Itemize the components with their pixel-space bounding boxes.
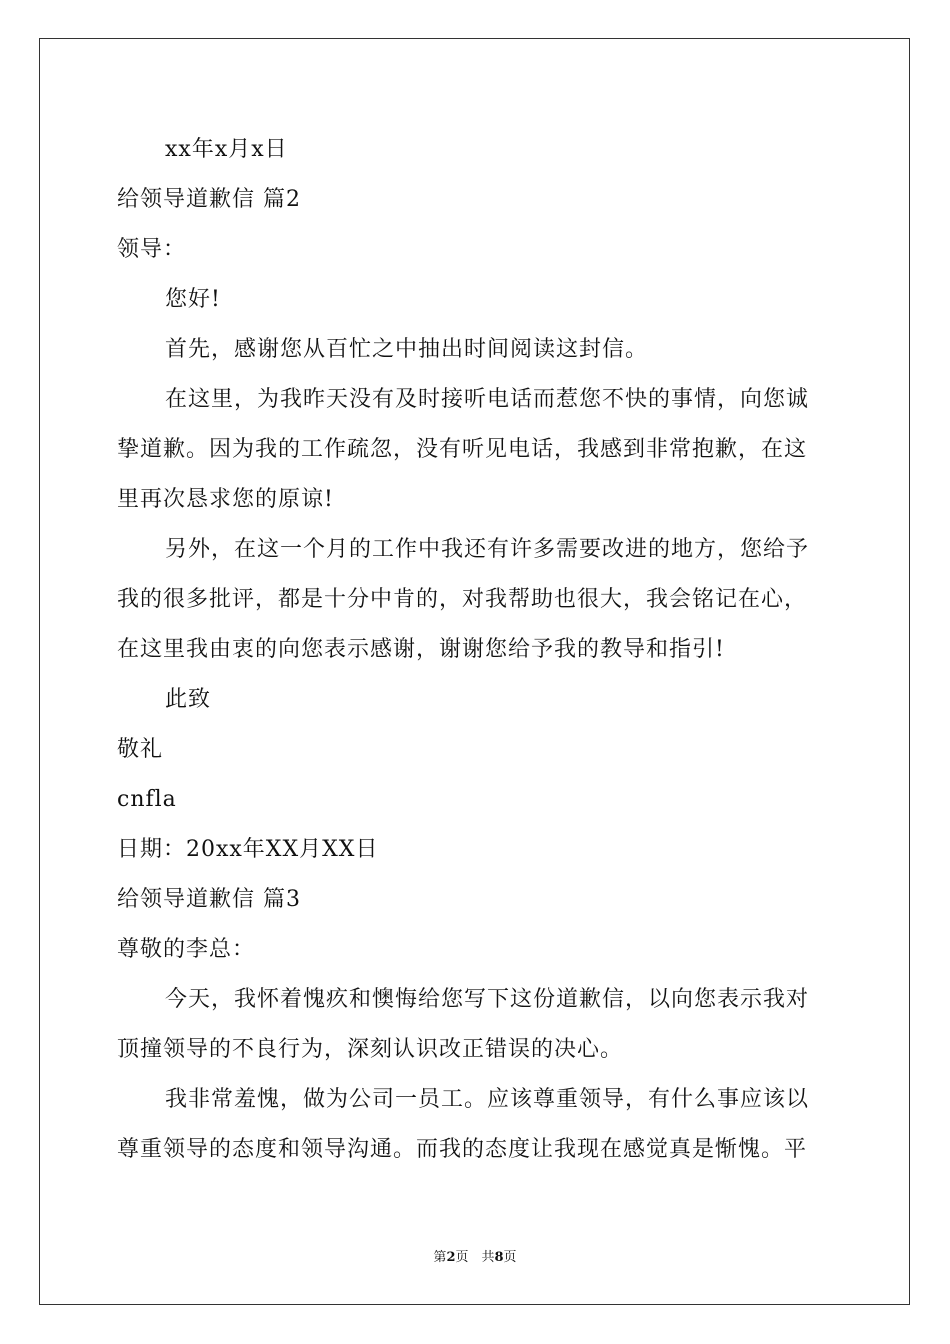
greeting: 您好! [165,287,221,312]
signature: cnfla [117,787,177,812]
salutation: 尊敬的李总： [117,937,256,962]
closing-regards: 敬礼 [117,737,164,762]
paragraph-line: 顶撞领导的不良行为，深刻认识改正错误的决心。 [117,1037,624,1062]
page-number: 2 [446,1250,456,1265]
paragraph-line: 我的很多批评，都是十分中肯的，对我帮助也很大，我会铭记在心， [117,587,808,612]
paragraph-line: 在这里我由衷的向您表示感谢，谢谢您给予我的教导和指引! [117,637,725,662]
closing-line: 此致 [165,687,212,712]
footer-suffix: 页 [503,1250,517,1265]
section-title-3: 给领导道歉信 篇3 [117,887,301,912]
section-title-2: 给领导道歉信 篇2 [117,187,301,212]
paragraph-line: 在这里，为我昨天没有及时接听电话而惹您不快的事情，向您诚 [165,387,810,412]
paragraph-line: 挚道歉。因为我的工作疏忽，没有听见电话，我感到非常抱歉，在这 [117,437,808,462]
paragraph-line: 另外，在这一个月的工作中我还有许多需要改进的地方，您给予 [165,537,810,562]
footer-mid: 页 共 [455,1250,495,1265]
paragraph-line: 尊重领导的态度和领导沟通。而我的态度让我现在感觉真是惭愧。平 [117,1137,808,1162]
date-line: xx年x月x日 [165,137,288,162]
paragraph-line: 里再次恳求您的原谅! [117,487,334,512]
salutation: 领导： [117,237,187,262]
signature-date: 日期：20xx年XX月XX日 [117,837,379,862]
footer-prefix: 第 [433,1250,447,1265]
total-pages: 8 [494,1250,504,1265]
paragraph-line: 今天，我怀着愧疚和懊悔给您写下这份道歉信，以向您表示我对 [165,987,810,1012]
paragraph-line: 首先，感谢您从百忙之中抽出时间阅读这封信。 [165,337,649,362]
paragraph-line: 我非常羞愧，做为公司一员工。应该尊重领导，有什么事应该以 [165,1087,810,1112]
page-footer [0,1246,950,1265]
